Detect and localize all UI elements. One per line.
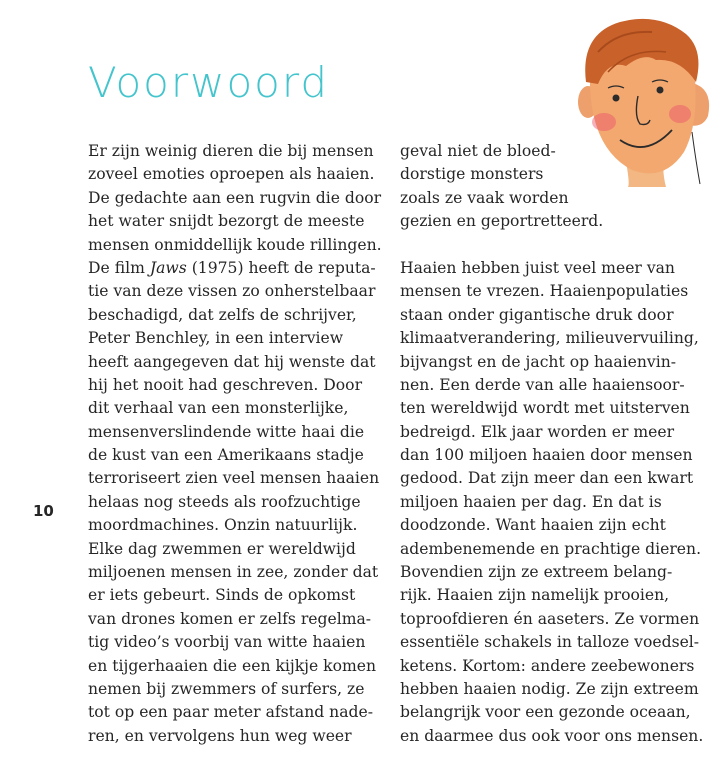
text-line	[88, 374, 388, 397]
text-line	[88, 725, 388, 748]
text-line: dan 100 miljoen haaien door mensen	[400, 446, 693, 465]
text-line	[88, 234, 388, 257]
text-line: miljoen haaien per dag. En dat is	[400, 492, 662, 511]
text-segment: dit verhaal van een monsterlijke,	[88, 399, 349, 418]
text-line	[88, 491, 388, 514]
portrait-illustration	[568, 12, 718, 187]
text-line: geval niet de bloed-	[400, 142, 556, 160]
text-segment: er iets gebeurt. Sinds de opkomst	[88, 586, 356, 605]
text-line: bedreigd. Elk jaar worden er meer	[400, 422, 675, 441]
text-line: dorstige monsters	[400, 165, 544, 184]
text-line	[88, 444, 388, 467]
text-segment: tot op een paar meter afstand nade-	[88, 703, 374, 722]
text-line: bijvangst en de jacht op haaienvin-	[400, 352, 677, 371]
page-title: Voorwoord	[88, 58, 330, 107]
portrait-cheek	[592, 113, 616, 131]
page-number: 10	[33, 502, 54, 520]
text-line: toproofdieren én aaseters. Ze vormen	[400, 609, 700, 628]
text-line: ketens. Kortom: andere zeebewoners	[400, 656, 695, 675]
text-segment: De film	[88, 258, 150, 277]
left-text-column	[88, 140, 388, 748]
text-line: belangrijk voor een gezonde oceaan,	[400, 703, 691, 722]
text-line	[88, 561, 388, 584]
text-segment: beschadigd, dat zelfs de schrijver,	[88, 305, 357, 324]
text-segment: Peter Benchley, in een interview	[88, 329, 344, 348]
text-segment: heeft aangegeven dat hij wenste dat	[88, 352, 376, 371]
text-segment: van drones komen er zelfs regelma-	[88, 609, 372, 628]
text-line: ten wereldwijd wordt met uitsterven	[400, 399, 690, 418]
portrait-cheek	[669, 105, 691, 123]
film-title: Jaws	[149, 258, 187, 277]
text-line	[88, 280, 388, 303]
text-line	[88, 351, 388, 374]
text-line: essentiële schakels in talloze voedsel-	[400, 633, 700, 652]
portrait-eye	[613, 95, 620, 102]
text-segment: ren, en vervolgens hun weg weer	[88, 726, 352, 745]
text-line	[88, 327, 388, 350]
text-line	[88, 257, 388, 280]
text-segment: (1975) heeft de reputa-	[186, 258, 376, 277]
text-segment: nemen bij zwemmers of surfers, ze	[88, 679, 365, 698]
text-line: en daarmee dus ook voor ons mensen.	[400, 726, 704, 745]
text-line: mensen te vrezen. Haaienpopulaties	[400, 282, 689, 301]
text-line	[88, 538, 388, 561]
text-line	[88, 514, 388, 537]
text-line	[88, 210, 388, 233]
text-segment: helaas nog steeds als roofzuchtige	[88, 492, 361, 511]
text-line: staan onder gigantische druk door	[400, 305, 674, 324]
text-line: gedood. Dat zijn meer dan een kwart	[400, 469, 694, 488]
text-line: adembenemende en prachtige dieren.	[400, 539, 702, 558]
text-segment: hij het nooit had geschreven. Door	[88, 375, 363, 394]
text-segment: zoveel emoties oproepen als haaien.	[88, 165, 375, 184]
text-line	[88, 678, 388, 701]
text-line: Haaien hebben juist veel meer van	[400, 258, 675, 277]
text-line: nen. Een derde van alle haaiensoor-	[400, 375, 685, 394]
text-segment: De gedachte aan een rugvin die door	[88, 188, 382, 207]
text-line: zoals ze vaak worden	[400, 188, 569, 207]
text-line	[88, 304, 388, 327]
text-line	[88, 584, 388, 607]
text-line	[88, 397, 388, 420]
text-line: klimaatverandering, milieuvervuiling,	[400, 329, 699, 348]
text-segment: mensen onmiddellijk koude rillingen.	[88, 235, 382, 254]
text-segment: Er zijn weinig dieren die bij mensen	[88, 142, 374, 160]
text-segment: moordmachines. Onzin natuurlijk.	[88, 516, 358, 535]
text-segment: mensenverslindende witte haai die	[88, 422, 365, 441]
text-line: hebben haaien nodig. Ze zijn extreem	[400, 679, 699, 698]
text-line	[88, 631, 388, 654]
text-segment: tie van deze vissen zo onherstelbaar	[88, 282, 376, 301]
text-line	[88, 421, 388, 444]
text-segment: het water snijdt bezorgt de meeste	[88, 212, 365, 231]
paragraph-gap	[400, 234, 725, 257]
text-line	[88, 140, 388, 163]
text-line	[88, 608, 388, 631]
text-line	[88, 701, 388, 724]
text-line: Bovendien zijn ze extreem belang-	[400, 563, 673, 582]
text-line	[88, 163, 388, 186]
text-segment: terroriseert zien veel mensen haaien	[88, 469, 380, 488]
text-segment: de kust van een Amerikaans stadje	[88, 446, 364, 465]
text-line: doodzonde. Want haaien zijn echt	[400, 516, 666, 535]
text-line: gezien en geportretteerd.	[400, 212, 604, 231]
text-line	[88, 655, 388, 678]
text-segment: miljoenen mensen in zee, zonder dat	[88, 563, 379, 582]
text-line	[88, 467, 388, 490]
text-line	[88, 187, 388, 210]
text-line: rijk. Haaien zijn namelijk prooien,	[400, 586, 670, 605]
text-segment: en tijgerhaaien die een kijkje komen	[88, 656, 377, 675]
text-segment: Elke dag zwemmen er wereldwijd	[88, 539, 356, 558]
text-segment: tig video’s voorbij van witte haaien	[88, 633, 366, 652]
portrait-eye	[657, 87, 664, 94]
right-text-column	[400, 140, 725, 748]
